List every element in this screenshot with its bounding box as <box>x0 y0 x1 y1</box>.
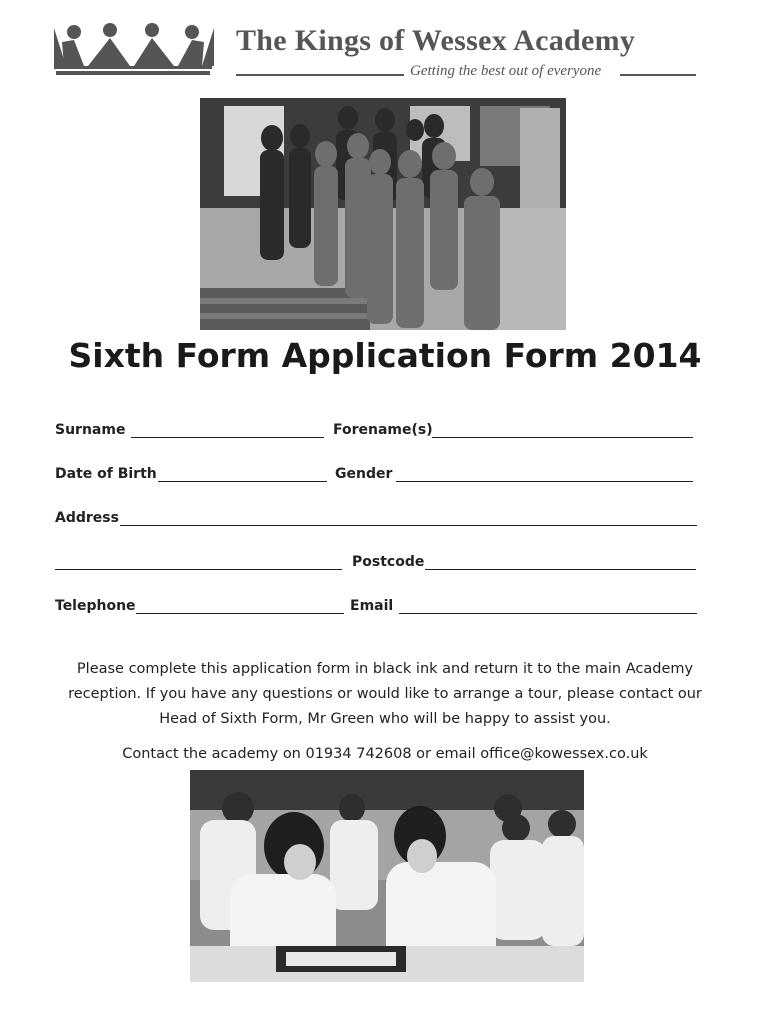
postcode-label: Postcode <box>352 554 425 570</box>
students-group-photo <box>200 98 566 330</box>
address-label: Address <box>55 510 119 526</box>
page-title: Sixth Form Application Form 2014 <box>68 336 702 375</box>
surname-field[interactable] <box>131 437 324 438</box>
school-name: The Kings of Wessex Academy <box>236 24 636 57</box>
science-lab-photo <box>190 770 584 982</box>
surname-label: Surname <box>55 422 126 438</box>
tagline-rule-right <box>620 74 696 76</box>
email-field[interactable] <box>399 613 697 614</box>
address-field-line2[interactable] <box>55 569 342 570</box>
tagline: Getting the best out of everyone <box>410 63 602 79</box>
gender-label: Gender <box>335 466 393 482</box>
crown-icon <box>52 22 216 76</box>
instructions-paragraph: Please complete this application form in black ink and return it to the main Academy reception. If you have any questions or would like to arrange a tour, please contact our Head of Sixth Form, Mr Green who will be happy to assist you. <box>68 661 702 727</box>
gender-field[interactable] <box>396 481 693 482</box>
telephone-field[interactable] <box>136 613 344 614</box>
forenames-label: Forename(s) <box>333 422 433 438</box>
dob-field[interactable] <box>158 481 327 482</box>
email-label: Email <box>350 598 394 614</box>
dob-label: Date of Birth <box>55 466 157 482</box>
tagline-rule-left <box>236 74 404 76</box>
forenames-field[interactable] <box>432 437 693 438</box>
contact-line: Contact the academy on 01934 742608 or email office@kowessex.co.uk <box>122 746 648 762</box>
telephone-label: Telephone <box>55 598 136 614</box>
address-field-line1[interactable] <box>120 525 697 526</box>
postcode-field[interactable] <box>425 569 696 570</box>
